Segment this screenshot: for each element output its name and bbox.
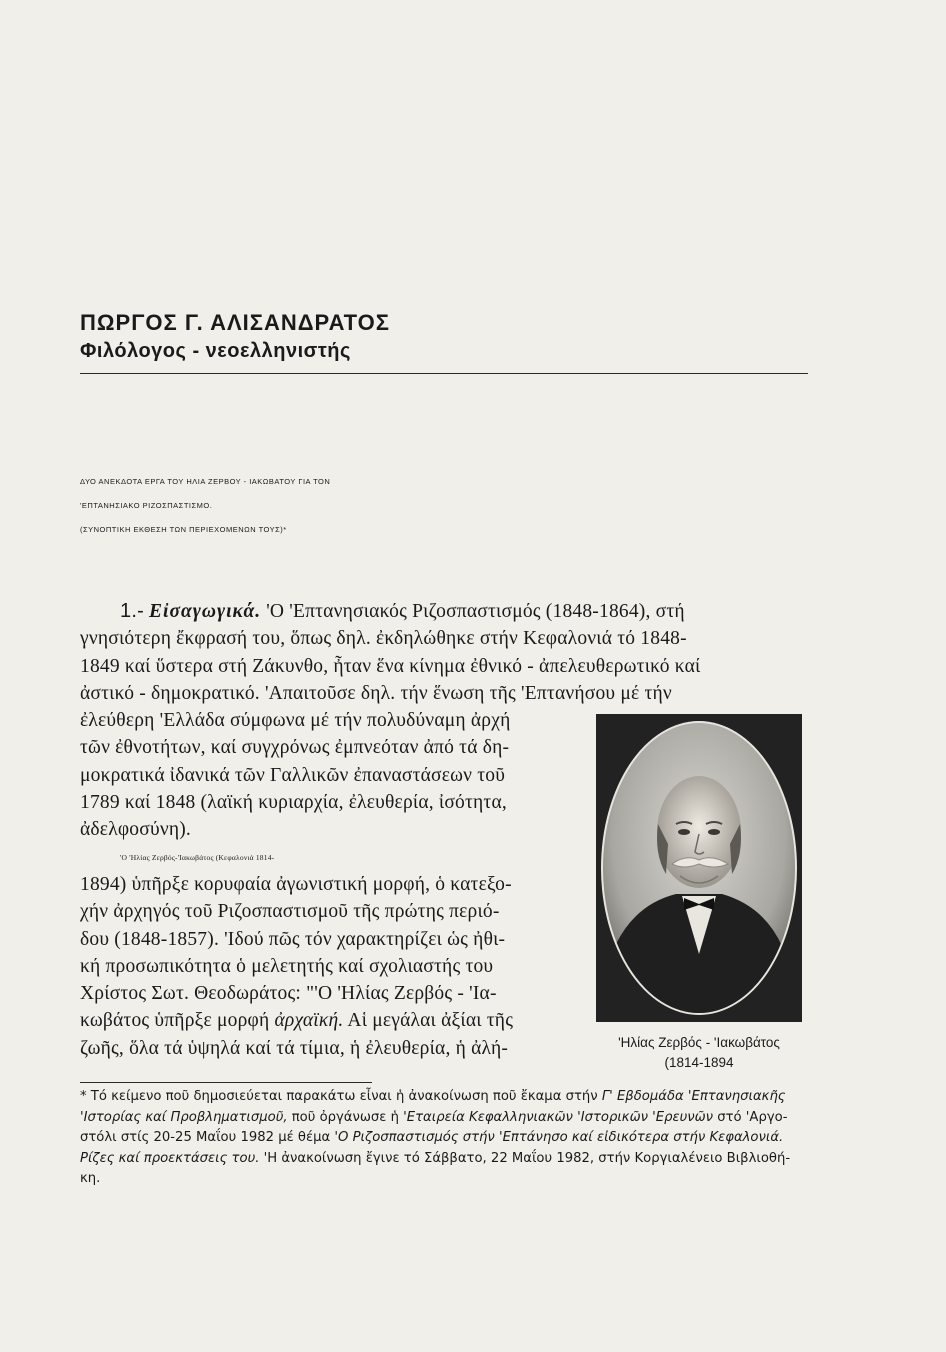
- author-name: ΠΩΡΓΟΣ Γ. ΑΛΙΣΑΝΔΡΑΤΟΣ: [80, 310, 390, 335]
- header-divider: [80, 373, 808, 374]
- footnote-emphasis: 'Ο Ριζοσπαστισμός στήν 'Επτάνησο καί εἰδικότερα στήν Κεφαλονιά.: [334, 1130, 784, 1145]
- article-title: [80, 470, 810, 542]
- paragraph-1-line-8: 1789 καί 1848 (λαϊκή κυριαρχία, ἐλευθερία, ἰσότητα,: [80, 792, 507, 814]
- footnote-line-1: [80, 1087, 808, 1108]
- paragraph-1-line-6: τῶν ἐθνοτήτων, καί συγχρόνως ἐμπνεόταν ἀπό τά δη-: [80, 737, 510, 759]
- paragraph-1-line-1: [80, 598, 808, 625]
- paragraph-1-text: 'Ο 'Επτανησιακός Ριζοσπαστισμός (1848-1864), στή: [266, 601, 685, 622]
- footnote-text: 'Η ἀνακοίνωση ἔγινε τό Σάββατο, 22 Μαΐου 1982, στήν Κοργιαλένειο Βιβλιοθή-: [263, 1150, 791, 1166]
- footnote-line-4: [80, 1149, 808, 1170]
- title-line-1: ΔΥΟ ΑΝΕΚΔΟΤΑ ΕΡΓΑ ΤΟΥ ΗΛΙΑ ΖΕΡΒΟΥ - ΙΑΚΩΒΑΤΟΥ ΓΙΑ ΤΟΝ: [80, 477, 331, 486]
- paragraph-1-line-4: ἀστικό - δημοκρατικό. 'Απαιτοῦσε δηλ. τήν ἕνωση τῆς 'Επτανήσου μέ τήν: [80, 682, 672, 704]
- portrait-caption: [596, 1033, 802, 1073]
- footnote-line-2: [80, 1108, 808, 1129]
- footnote-text: στόλι στίς 20-25 Μαΐου 1982 μέ θέμα: [80, 1130, 331, 1145]
- quote-emphasis: ἀρχαϊκή.: [274, 1010, 344, 1032]
- paragraph-2-line-4: δου (1848-1857). 'Ιδού πῶς τόν χαρακτηρίζει ὡς ἠθι-: [80, 928, 506, 950]
- paragraph-2-line-7: [80, 1007, 580, 1034]
- title-line-3: (ΣΥΝΟΠΤΙΚΗ ΕΚΘΕΣΗ ΤΩΝ ΠΕΡΙΕΧΟΜΕΝΩΝ ΤΟΥΣ)*: [80, 525, 287, 534]
- paragraph-2-line-2: 1894) ὑπῆρξε κορυφαία ἀγωνιστική μορφή, ὁ κατεξο-: [80, 873, 512, 895]
- author-role: Φιλόλογος - νεοελληνιστής: [80, 340, 351, 362]
- footnote-emphasis: Γ' Εβδομάδα 'Επτανησιακῆς: [601, 1089, 786, 1104]
- paragraph-1-line-9: ἀδελφοσύνη).: [80, 819, 192, 841]
- paragraph-2-line-3: χήν ἀρχηγός τοῦ Ριζοσπαστισμοῦ τῆς πρώτης περιό-: [80, 901, 500, 923]
- quote-text: κωβάτος ὑπῆρξε μορφή: [80, 1010, 270, 1032]
- footnote-text: ποῦ ὀργάνωσε ἡ: [291, 1109, 399, 1125]
- footnote: [80, 1087, 808, 1190]
- caption-name: 'Ηλίας Ζερβός - 'Ιακωβάτος: [618, 1035, 780, 1050]
- quote-text-cont: Αἱ μεγάλαι ἀξίαι τῆς: [347, 1010, 514, 1032]
- footnote-line-3: [80, 1128, 808, 1149]
- paragraph-1-line-3: 1849 καί ὕστερα στή Ζάκυνθο, ἦταν ἕνα κίνημα ἐθνικό - ἀπελευθερωτικό καί: [80, 655, 701, 677]
- paragraph-2-line-5: κή προσωπικότητα ὁ μελετητής καί σχολιαστής του: [80, 955, 494, 977]
- caption-dates: (1814-1894: [664, 1055, 734, 1070]
- paragraph-1-line-2: γνησιότερη ἔκφρασή του, ὅπως δηλ. ἐκδηλώθηκε στήν Κεφαλονιά τό 1848-: [80, 628, 687, 650]
- footnote-text: * Τό κείμενο ποῦ δημοσιεύεται παρακάτω εἶναι ἡ ἀνακοίνωση ποῦ ἔκαμα στήν: [80, 1089, 598, 1104]
- footnote-emphasis: Ρίζες καί προεκτάσεις του.: [80, 1150, 260, 1166]
- footnote-emphasis: 'Ιστορίας καί Προβληματισμοῦ,: [80, 1109, 288, 1125]
- section-heading: Εἰσαγωγικά.: [149, 601, 262, 622]
- footnote-emphasis: 'Εταιρεία Κεφαλληνιακῶν 'Ιστορικῶν 'Ερευνῶν: [403, 1109, 714, 1125]
- paragraph-2-line-1: 'Ο 'Ηλίας Ζερβός-'Ιακωβάτος (Κεφαλονιά 1814-: [120, 852, 275, 862]
- paragraph-1-line-7: μοκρατικά ἰδανικά τῶν Γαλλικῶν ἐπαναστάσεων τοῦ: [80, 764, 506, 786]
- footnote-text: στό 'Αργο-: [717, 1109, 788, 1125]
- portrait-image: [596, 714, 802, 1022]
- section-number: 1.-: [120, 600, 144, 622]
- paragraph-2-line-8: ζωῆς, ὅλα τά ὑψηλά καί τά τίμια, ἡ ἐλευθερία, ἡ ἀλή-: [80, 1037, 509, 1059]
- paragraph-2-line-6: Χρίστος Σωτ. Θεοδωράτος: "'Ο 'Ηλίας Ζερβός - 'Ια-: [80, 983, 497, 1005]
- title-line-2: 'ΕΠΤΑΝΗΣΙΑΚΟ ΡΙΖΟΣΠΑΣΤΙΣΜΟ.: [80, 501, 213, 510]
- footnote-divider: [80, 1082, 372, 1083]
- footnote-line-5: κη.: [80, 1171, 101, 1186]
- portrait-photo: [596, 714, 802, 1022]
- paragraph-1-line-5: ἐλεύθερη 'Ελλάδα σύμφωνα μέ τήν πολυδύναμη ἀρχή: [80, 710, 511, 732]
